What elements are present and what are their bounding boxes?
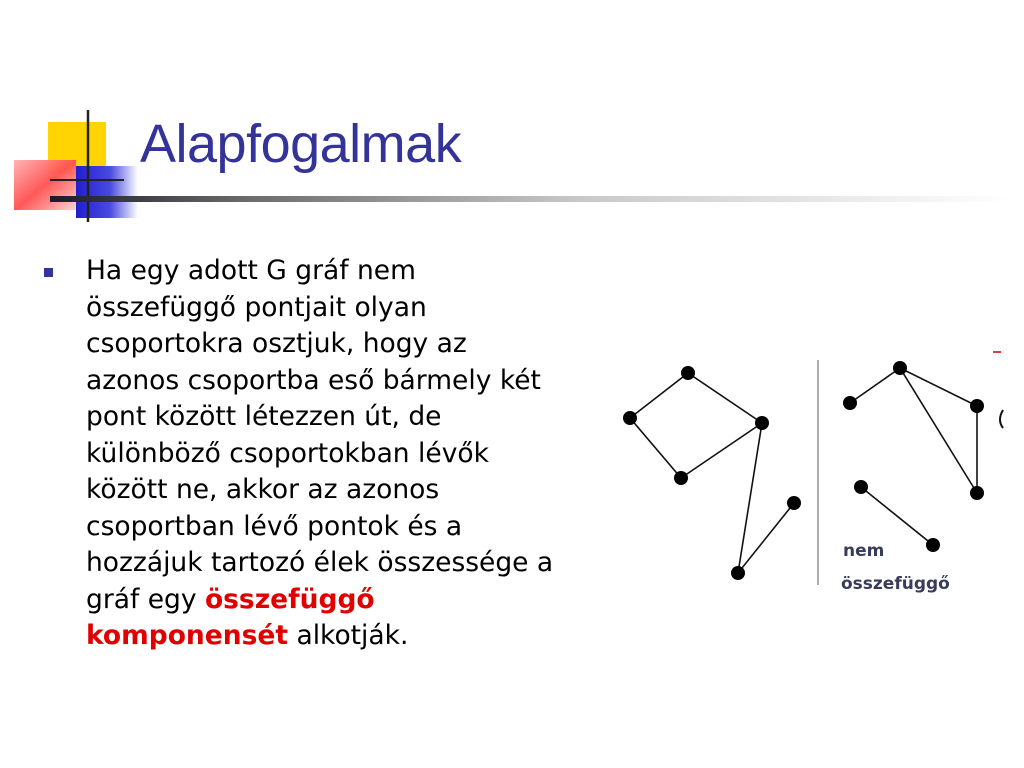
graph-vertex (926, 538, 940, 552)
graph-vertex (970, 399, 984, 413)
graph-vertex (674, 471, 688, 485)
slide-title: Alapfogalmak (140, 114, 462, 174)
graph-vertex (787, 496, 801, 510)
graph-vertex (681, 366, 695, 380)
cropped-edge-fragment (1000, 410, 1003, 428)
graph-vertex (843, 396, 857, 410)
red-square (14, 160, 76, 210)
bullet-text-main: Ha egy adott G gráf nem összefüggő pontjait olyan csoportokra osztjuk, hogy az azonos csoportba eső bármely két pont között létezzen út, de különböző csoportokban lévők között ne, akkor az azonos csoportban lévő pontok és a hozzájuk tartozó élek összessége a gráf egy (86, 255, 554, 615)
bullet-item (44, 253, 564, 655)
graph-vertex (755, 416, 769, 430)
disconnected-graph-figure (615, 340, 1015, 600)
bullet-text-end: alkotják. (288, 620, 409, 651)
title-underline (50, 196, 1010, 202)
bullet-text (86, 253, 564, 655)
bullet-square-icon (44, 268, 53, 277)
graph-vertex (970, 486, 984, 500)
graph-vertex (731, 566, 745, 580)
figure-label-line2: összefüggő (841, 574, 950, 594)
graph-vertex (623, 411, 637, 425)
highlighted-term: összefüggő komponensét (86, 583, 375, 651)
graph-vertex (893, 361, 907, 375)
figure-label-line1: nem (843, 541, 885, 561)
graph-vertex (854, 480, 868, 494)
blue-square (76, 166, 138, 218)
